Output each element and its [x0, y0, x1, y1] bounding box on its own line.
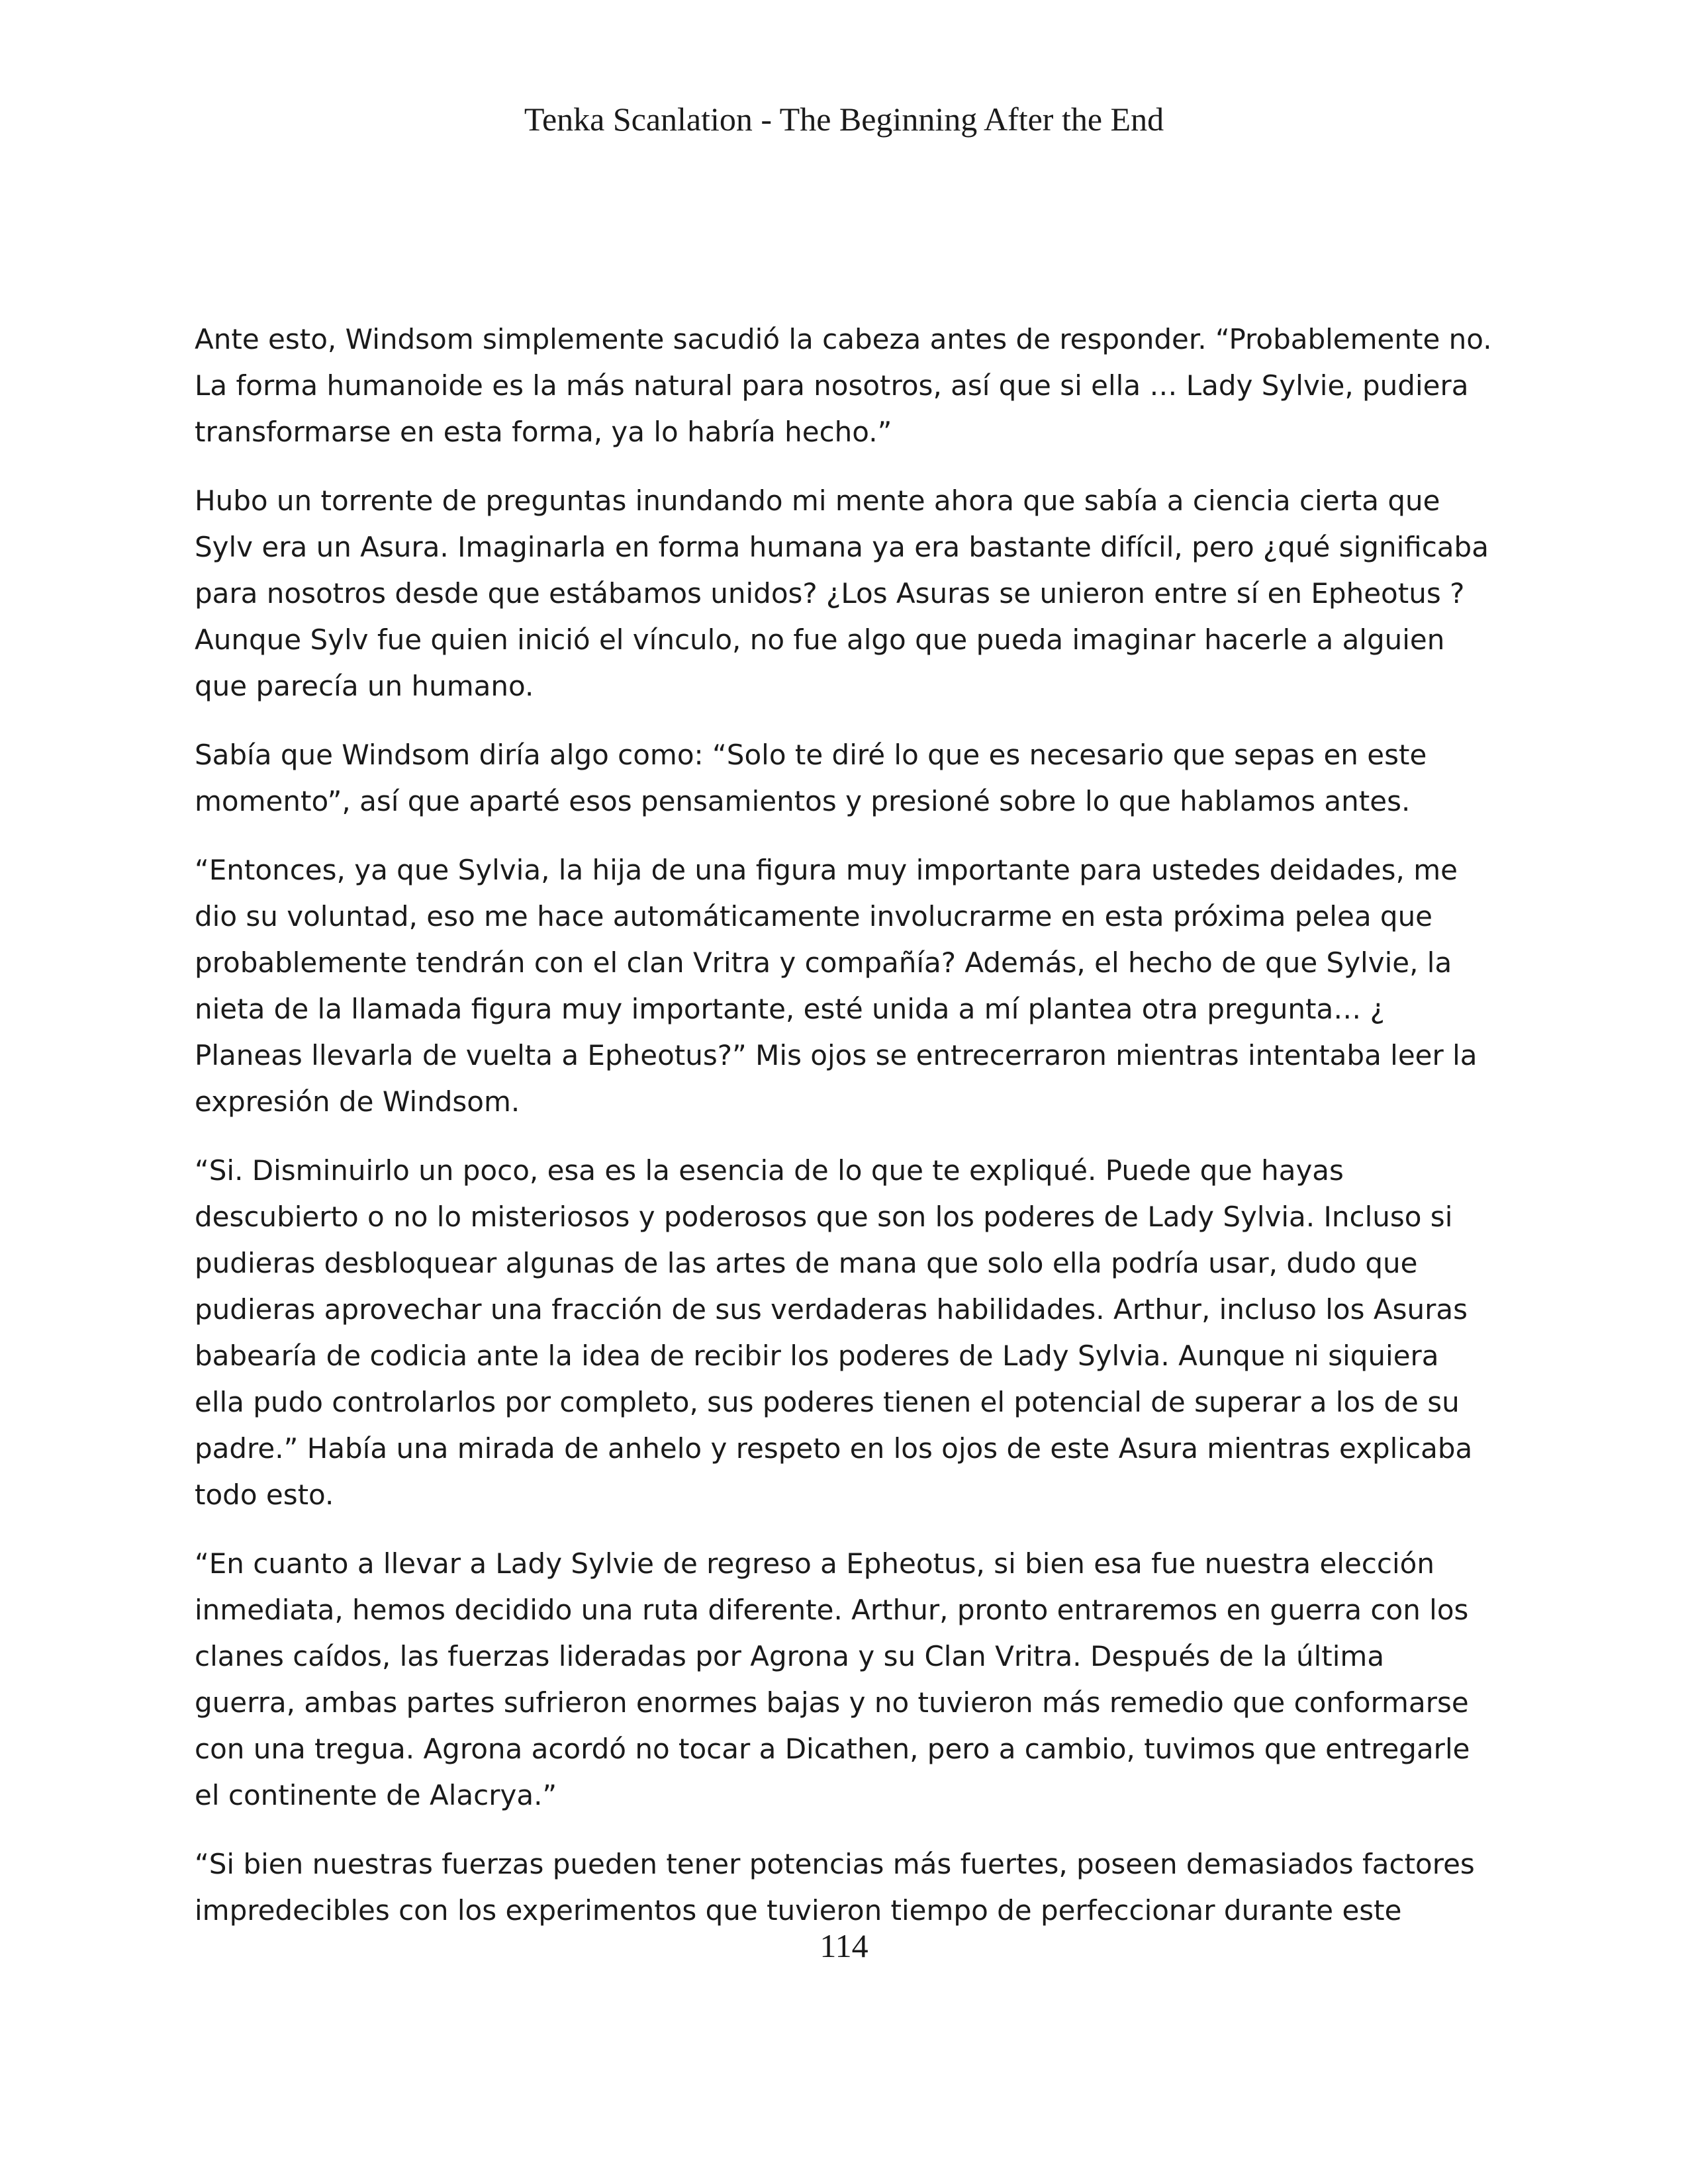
body-text [195, 316, 1492, 1956]
paragraph-7: “Si bien nuestras fuerzas pueden tener potencias más fuertes, poseen demasiados factores impredecibles con los experimentos que tuvieron tiempo de perfeccionar durante este [195, 1848, 1475, 1927]
paragraph-6: “En cuanto a llevar a Lady Sylvie de regreso a Epheotus, si bien esa fue nuestra elección inmediata, hemos decidido una ruta diferente. Arthur, pronto entraremos en guerra con los clanes caídos, las fuerzas lideradas por Agrona y su Clan Vritra. Después de la última guerra, ambas partes sufrieron enormes bajas y no tuvieron más remedio que conformarse con una tregua. Agrona acordó no tocar a Dicathen, pero a cambio, tuvimos que entregarle el continente de Alacrya.” [195, 1547, 1470, 1811]
paragraph-5: “Si. Disminuirlo un poco, esa es la esencia de lo que te expliqué. Puede que hayas descubierto o no lo misteriosos y poderosos que son los poderes de Lady Sylvia. Incluso si pudieras desbloquear algunas de las artes de mana que solo ella podría usar, dudo que pudieras aprovechar una fracción de sus verdaderas habilidades. Arthur, incluso los Asuras babearía de codicia ante la idea de recibir los poderes de Lady Sylvia. Aunque ni siquiera ella pudo controlarlos por completo, sus poderes tienen el potencial de superar a los de su padre.” Había una mirada de anhelo y respeto en los ojos de este Asura mientras explicaba todo esto. [195, 1154, 1473, 1511]
paragraph-1: Ante esto, Windsom simplemente sacudió la cabeza antes de responder. “Probablemente no. La forma humanoide es la más natural para nosotros, así que si ella … Lady Sylvie, pudiera transformarse en esta forma, ya lo habría hecho.” [195, 323, 1492, 448]
running-header: Tenka Scanlation - The Beginning After the End [524, 101, 1164, 138]
paragraph-3: Sabía que Windsom diría algo como: “Solo te diré lo que es necesario que sepas en este momento”, así que aparté esos pensamientos y presioné sobre lo que hablamos antes. [195, 739, 1427, 817]
page-number: 114 [820, 1927, 868, 1964]
paragraph-2: Hubo un torrente de preguntas inundando mi mente ahora que sabía a ciencia cierta que Sylv era un Asura. Imaginarla en forma humana ya era bastante difícil, pero ¿qué significaba para nosotros desde que estábamos unidos? ¿Los Asuras se unieron entre sí en Epheotus ? Aunque Sylv fue quien inició el vínculo, no fue algo que pueda imaginar hacerle a alguien que parecía un humano. [195, 484, 1489, 702]
paragraph-4: “Entonces, ya que Sylvia, la hija de una figura muy importante para ustedes deidades, me dio su voluntad, eso me hace automáticamente involucrarme en esta próxima pelea que probablemente tendrán con el clan Vritra y compañía? Además, el hecho de que Sylvie, la nieta de la llamada figura muy importante, esté unida a mí plantea otra pregunta… ¿ Planeas llevarla de vuelta a Epheotus?” Mis ojos se entrecerraron mientras intentaba leer la expresión de Windsom. [195, 854, 1477, 1118]
